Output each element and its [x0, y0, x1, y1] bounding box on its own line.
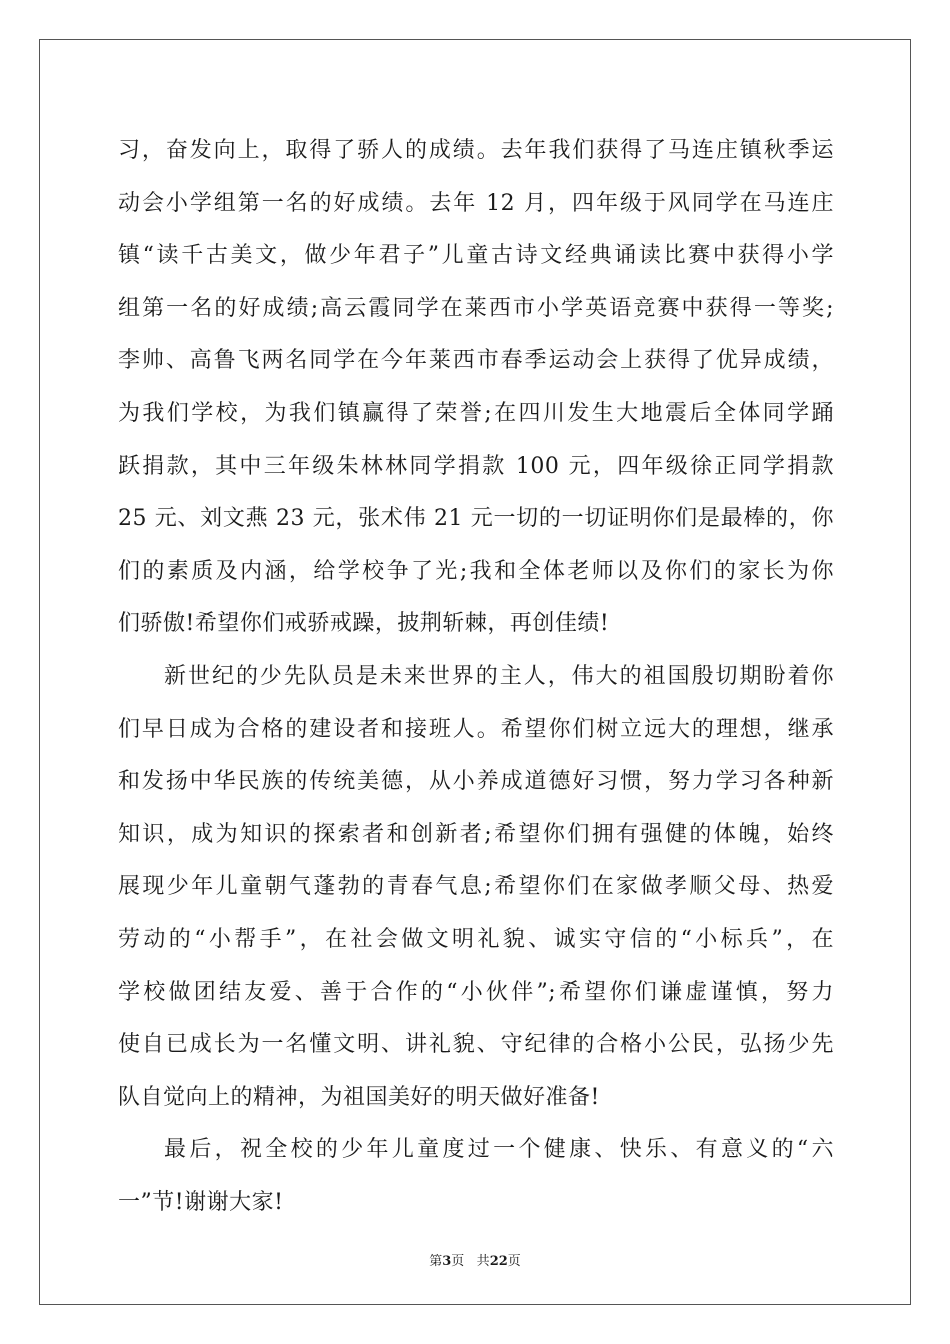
footer-prefix: 第	[429, 1254, 443, 1269]
text-line: 一”节!谢谢大家!	[118, 1189, 284, 1215]
document-body	[118, 134, 834, 1238]
text-line: 动会小学组第一名的好成绩。去年 12 月，四年级于风同学在马连庄	[118, 190, 834, 216]
text-line: 跃捐款，其中三年级朱林林同学捐款 100 元，四年级徐正同学捐款	[118, 453, 834, 479]
text-line: 劳动的“小帮手”，在社会做文明礼貌、诚实守信的“小标兵”，在	[118, 926, 834, 952]
text-line: 为我们学校，为我们镇赢得了荣誉;在四川发生大地震后全体同学踊	[118, 400, 834, 426]
current-page-number: 3	[442, 1254, 452, 1269]
paragraph-start-line: 最后，祝全校的少年儿童度过一个健康、快乐、有意义的“六	[164, 1137, 834, 1163]
text-line: 们早日成为合格的建设者和接班人。希望你们树立远大的理想，继承	[118, 716, 834, 742]
text-line: 镇“读千古美文，做少年君子”儿童古诗文经典诵读比赛中获得小学	[118, 243, 834, 269]
paragraph-start-line: 新世纪的少先队员是未来世界的主人，伟大的祖国殷切期盼着你	[164, 663, 834, 689]
text-line: 知识，成为知识的探索者和创新者;希望你们拥有强健的体魄，始终	[118, 821, 834, 847]
total-page-count: 22	[489, 1254, 508, 1269]
text-line: 展现少年儿童朝气蓬勃的青春气息;希望你们在家做孝顺父母、热爱	[118, 874, 834, 900]
text-line: 队自觉向上的精神，为祖国美好的明天做好准备!	[118, 1084, 600, 1110]
footer-total-prefix: 共	[476, 1254, 490, 1269]
text-line: 组第一名的好成绩;高云霞同学在莱西市小学英语竞赛中获得一等奖;	[118, 295, 834, 321]
text-line: 习，奋发向上，取得了骄人的成绩。去年我们获得了马连庄镇秋季运	[118, 138, 834, 163]
footer-total-suffix: 页	[507, 1254, 521, 1269]
text-line: 学校做团结友爱、善于合作的“小伙伴”;希望你们谦虚谨慎，努力	[118, 979, 834, 1005]
footer-page-suffix: 页	[451, 1254, 465, 1269]
text-line: 和发扬中华民族的传统美德，从小养成道德好习惯，努力学习各种新	[118, 769, 834, 795]
text-line: 25 元、刘文燕 23 元，张术伟 21 元一切的一切证明你们是最棒的，你	[118, 506, 834, 532]
page-footer	[0, 1250, 950, 1269]
text-line: 们的素质及内涵，给学校争了光;我和全体老师以及你们的家长为你	[118, 558, 834, 584]
text-line: 李帅、高鲁飞两名同学在今年莱西市春季运动会上获得了优异成绩，	[118, 348, 834, 374]
text-line: 使自已成长为一名懂文明、讲礼貌、守纪律的合格小公民，弘扬少先	[118, 1032, 834, 1058]
text-line: 们骄傲!希望你们戒骄戒躁，披荆斩棘，再创佳绩!	[118, 611, 610, 637]
